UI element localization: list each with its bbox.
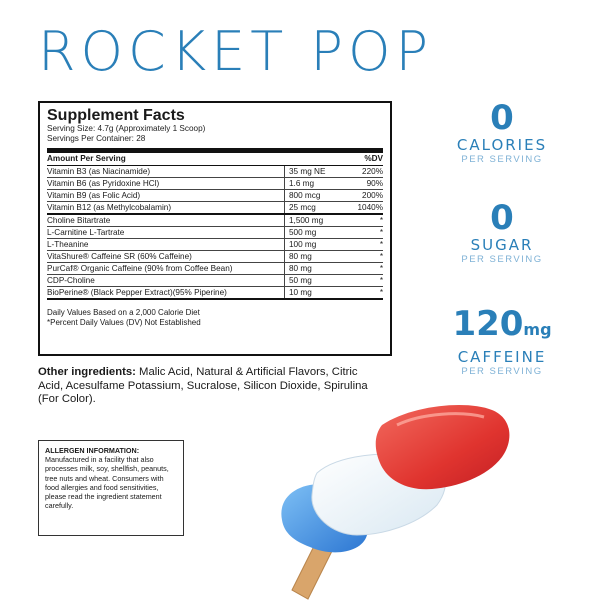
facts-row (47, 239, 383, 251)
other-ingredients-label: Other ingredients: (38, 366, 136, 378)
nutrient-amount: 35 mg NE (284, 166, 353, 177)
stat-label: CALORIES (456, 136, 548, 154)
nutrient-name: Vitamin B6 (as Pyridoxine HCl) (47, 179, 160, 188)
stat-value (437, 100, 567, 136)
nutrient-dv: * (379, 240, 383, 249)
nutrient-name: Vitamin B3 (as Niacinamide) (47, 167, 151, 176)
nutrient-amount: 500 mg (284, 227, 353, 238)
nutrient-amount: 1.6 mg (284, 178, 353, 189)
facts-header-row (47, 153, 383, 166)
stat-sublabel: PER SERVING (461, 254, 543, 265)
stat-value (437, 306, 567, 348)
page-title: ROCKET POP (38, 20, 434, 83)
stat-label: CAFFEINE (457, 348, 547, 366)
stat-caffeine (437, 306, 567, 377)
nutrient-dv: 220% (362, 167, 383, 176)
nutrient-dv: * (379, 216, 383, 225)
nutrient-name: L-Carnitine L-Tartrate (47, 228, 125, 237)
rocket-pop-popsicle-image (262, 385, 562, 600)
facts-footnotes (47, 300, 383, 327)
nutrient-amount: 800 mcg (284, 190, 353, 201)
facts-heading: Supplement Facts (47, 107, 185, 124)
facts-row (47, 227, 383, 239)
stat-calories (437, 100, 567, 165)
nutrient-amount: 1,500 mg (284, 215, 353, 226)
stat-label: SUGAR (470, 236, 534, 254)
stat-number: 0 (490, 198, 514, 238)
nutrient-name: Vitamin B12 (as Methylcobalamin) (47, 203, 172, 212)
nutrient-name: Vitamin B9 (as Folic Acid) (47, 191, 141, 200)
serving-size: Serving Size: 4.7g (Approximately 1 Scoop) (47, 124, 206, 133)
allergen-text: Manufactured in a facility that also processes milk, soy, shellfish, peanuts, tree nuts and wheat. Consumers with food allergies and food sensitivities, please read the ingredient statement carefully. (45, 455, 169, 511)
amount-header: Amount Per Serving (47, 154, 126, 163)
stat-value (437, 200, 567, 236)
facts-row (47, 263, 383, 275)
nutrient-amount: 10 mg (284, 287, 353, 298)
nutrient-amount: 80 mg (284, 251, 353, 262)
stat-unit: mg (523, 320, 552, 339)
nutrient-name: VitaShure® Caffeine SR (60% Caffeine) (47, 252, 192, 261)
stat-sublabel: PER SERVING (461, 154, 543, 165)
nutrient-dv: * (379, 252, 383, 261)
nutrient-amount: 100 mg (284, 239, 353, 250)
nutrient-name: CDP-Choline (47, 276, 95, 285)
nutrient-name: Choline Bitartrate (47, 216, 111, 225)
facts-row (47, 275, 383, 287)
supplement-facts-panel (38, 101, 392, 356)
facts-rows (47, 166, 383, 300)
facts-row (47, 215, 383, 227)
facts-row (47, 202, 383, 215)
other-ingredients-text: Malic Acid, Natural & Artificial Flavors, Citric Acid, Acesulfame Potassium, Sucralose, Silicon Dioxide, Spirulina (For Color). (38, 366, 368, 405)
nutrient-dv: 200% (362, 191, 383, 200)
allergen-heading: ALLERGEN INFORMATION: (45, 446, 140, 455)
nutrient-dv: * (379, 228, 383, 237)
stat-number: 0 (490, 98, 514, 138)
footnote-daily-values: Daily Values Based on a 2,000 Calorie Diet (47, 308, 200, 317)
nutrient-name: L-Theanine (47, 240, 89, 249)
servings-per-container: Servings Per Container: 28 (47, 134, 146, 143)
nutrient-dv: * (379, 276, 383, 285)
stat-number: 120 (452, 304, 524, 344)
facts-row (47, 251, 383, 263)
allergen-box (38, 440, 184, 536)
stat-sublabel: PER SERVING (461, 366, 543, 377)
facts-row (47, 190, 383, 202)
nutrient-amount: 80 mg (284, 263, 353, 274)
footnote-not-established: *Percent Daily Values (DV) Not Established (47, 317, 201, 327)
facts-row (47, 287, 383, 298)
nutrient-amount: 25 mcg (284, 202, 353, 213)
nutrient-amount: 50 mg (284, 275, 353, 286)
stat-sugar (437, 200, 567, 265)
nutrient-dv: * (379, 288, 383, 297)
nutrient-dv: 1040% (357, 203, 383, 212)
nutrient-dv: 90% (366, 179, 383, 188)
nutrient-name: BioPerine® (Black Pepper Extract)(95% Piperine) (47, 288, 227, 297)
facts-row (47, 178, 383, 190)
dv-header: %DV (364, 154, 383, 163)
nutrient-dv: * (379, 264, 383, 273)
facts-row (47, 166, 383, 178)
nutrient-name: PurCaf® Organic Caffeine (90% from Coffee Bean) (47, 264, 233, 273)
